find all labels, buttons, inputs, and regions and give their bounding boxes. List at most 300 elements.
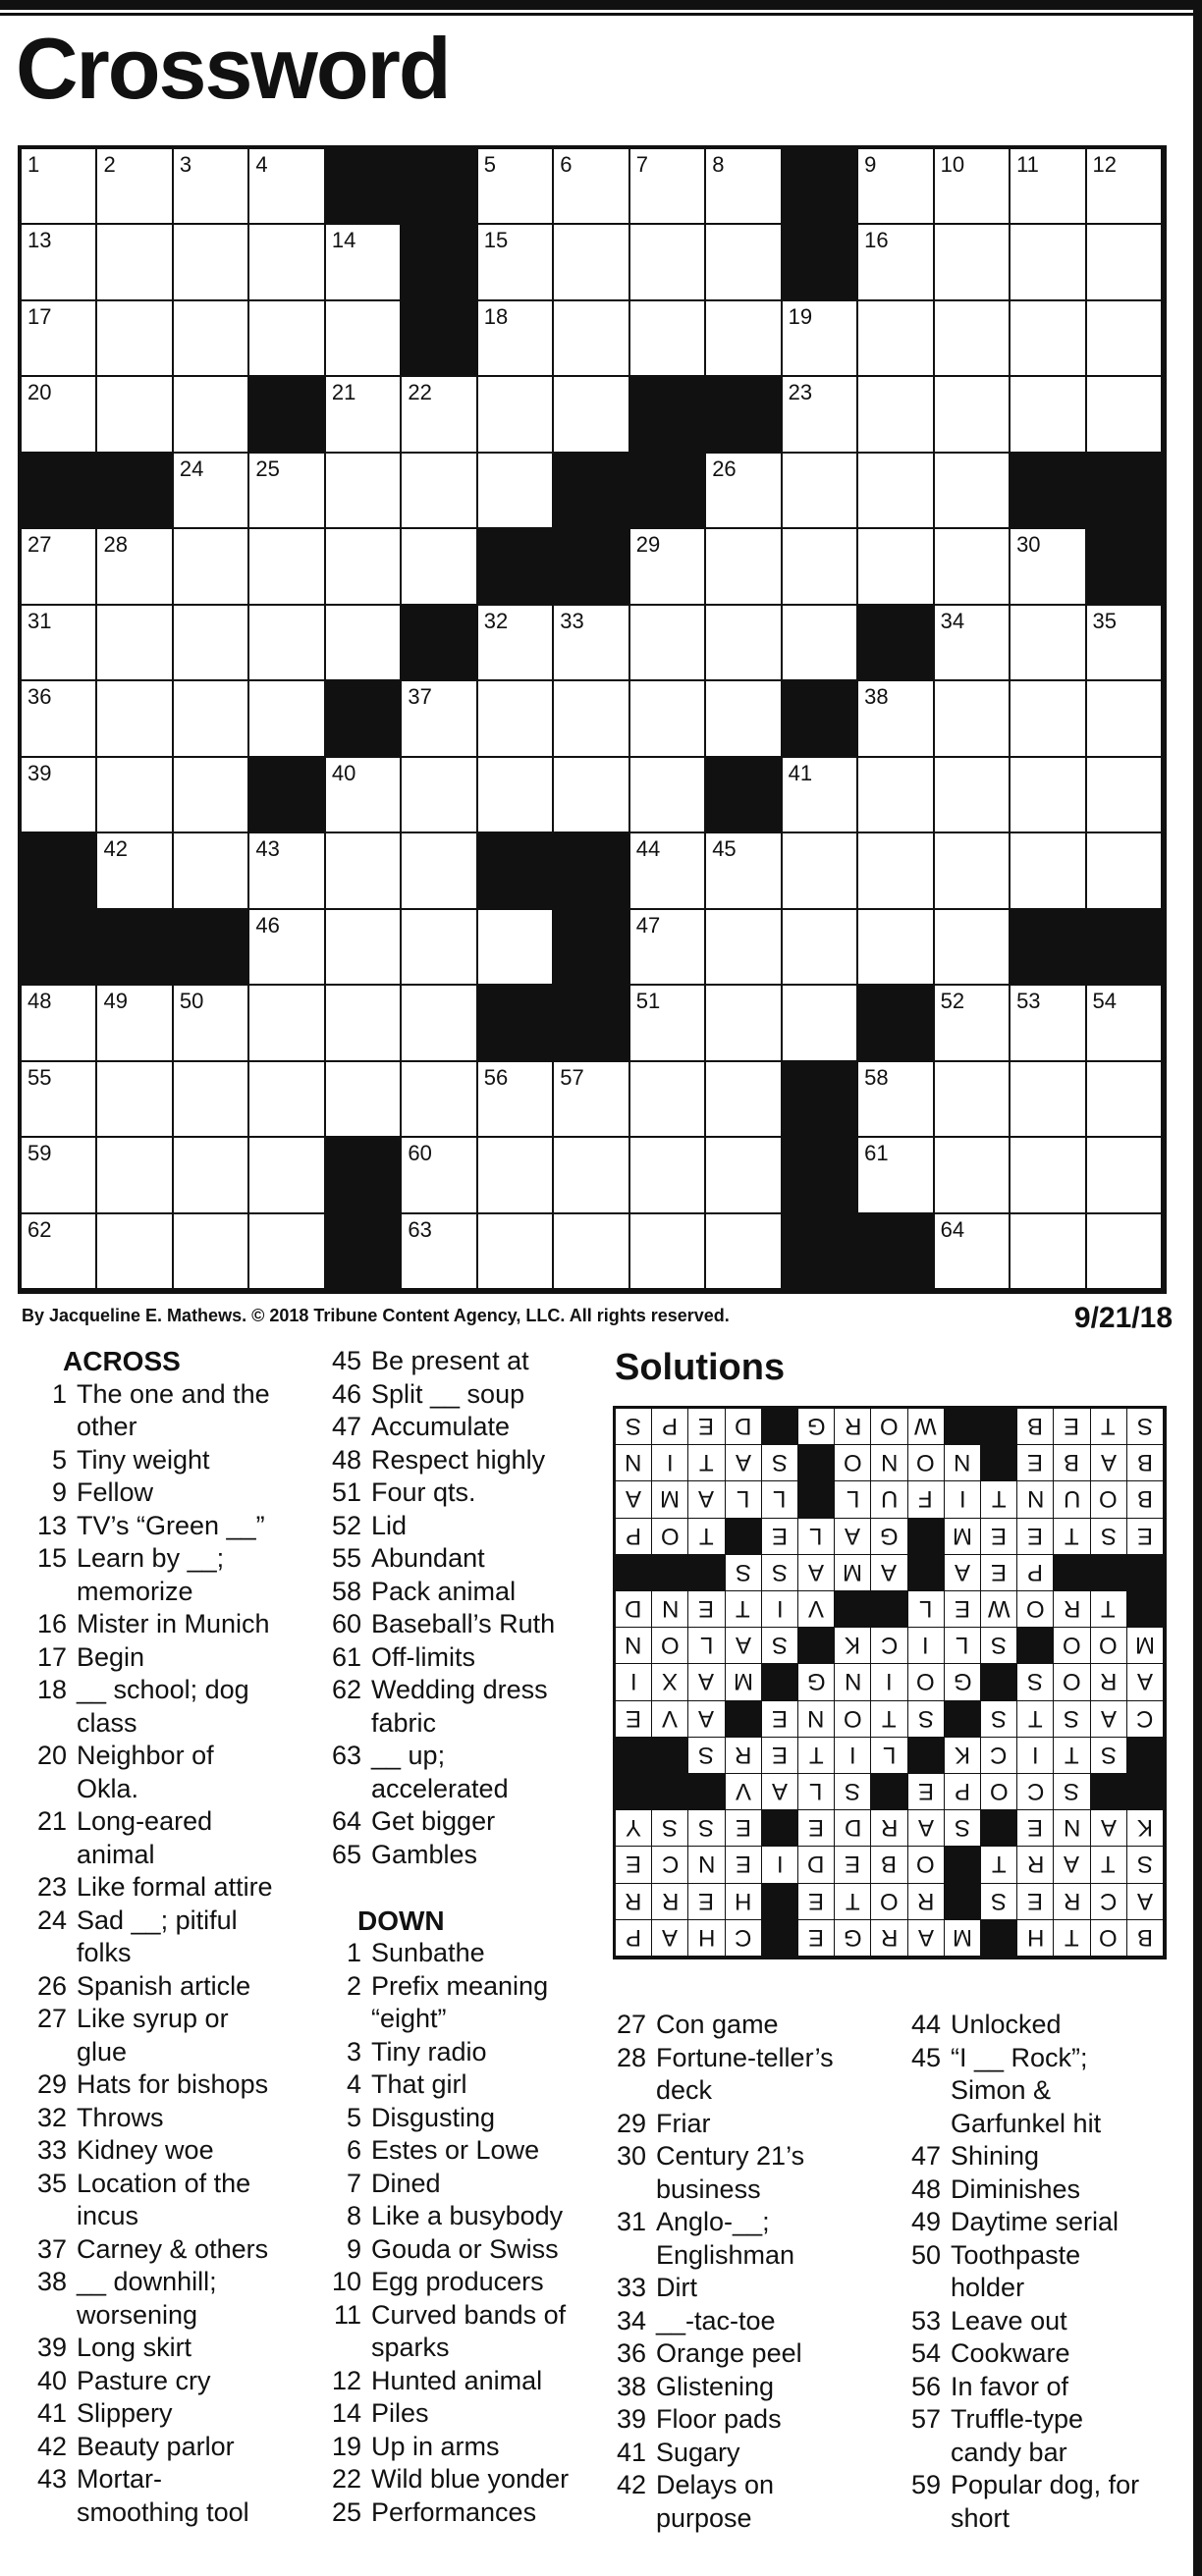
grid-cell[interactable] [783,606,858,681]
grid-cell[interactable] [935,681,1011,757]
grid-cell[interactable] [402,833,477,909]
grid-cell[interactable] [97,377,173,453]
grid-cell[interactable] [478,606,554,681]
clue-text: accelerated [371,1773,509,1803]
grid-cell[interactable] [97,833,173,909]
grid-cell[interactable] [630,225,706,300]
clue-text: Sugary [656,2437,740,2467]
grid-cell[interactable] [858,1138,934,1213]
solution-letter: U [880,1485,899,1513]
clue-number: 55 [331,1543,361,1573]
clue-number [14,1576,77,1609]
grid-cell[interactable] [706,225,782,300]
grid-cell[interactable] [174,225,249,300]
grid-cell[interactable] [783,910,858,986]
grid-cell[interactable] [706,910,782,986]
clue-text: Egg producers [371,2267,544,2296]
grid-cell[interactable] [1087,149,1163,225]
grid-cell[interactable] [630,910,706,986]
grid-cell[interactable] [97,1138,173,1213]
grid-cell[interactable] [1011,301,1086,377]
clue-text: sparks [371,2333,450,2362]
grid-cell[interactable] [478,149,554,225]
grid-cell[interactable] [326,454,402,529]
solution-cell [981,1481,1017,1518]
grid-cell[interactable] [554,606,629,681]
grid-cell[interactable] [783,758,858,833]
clue-line [593,2009,898,2042]
grid-cell[interactable] [554,1214,629,1290]
clue-line [593,2403,898,2437]
grid-cell[interactable] [1011,681,1086,757]
grid-cell[interactable] [249,1214,325,1290]
grid-cell[interactable] [402,529,477,605]
grid-cell[interactable] [858,1062,934,1138]
grid-cell[interactable] [326,301,402,377]
grid-cell[interactable] [402,1214,477,1290]
clue-line [14,1839,318,1872]
clue-line [888,2403,1192,2437]
solution-letter: O [660,1632,680,1659]
clue-column-2 [308,1345,613,2529]
grid-cell[interactable] [1011,1138,1086,1213]
grid-cell[interactable] [630,833,706,909]
page-title: Crossword [16,20,450,117]
grid-cell[interactable] [858,149,934,225]
clue-number: 38 [36,2267,67,2296]
clue-text: Respect highly [371,1444,546,1475]
solution-block [945,1409,981,1445]
grid-cell[interactable] [478,377,554,453]
grid-cell[interactable] [1087,1062,1163,1138]
solution-letter: O [916,1449,936,1476]
solution-cell [981,1519,1017,1555]
cell-number: 11 [1016,152,1039,177]
grid-cell[interactable] [97,606,173,681]
grid-cell[interactable] [783,377,858,453]
grid-cell[interactable] [706,301,782,377]
grid-cell[interactable] [858,529,934,605]
grid-cell[interactable] [554,1138,629,1213]
grid-cell[interactable] [478,910,554,986]
clue-text: Baseball’s Ruth [371,1609,556,1638]
grid-cell[interactable] [554,377,629,453]
solution-cell [835,1701,871,1738]
solution-block [871,1774,907,1810]
cell-number: 62 [27,1216,52,1242]
solution-block [616,1738,652,1774]
grid-cell[interactable] [935,1138,1011,1213]
grid-cell[interactable] [326,1062,402,1138]
solution-letter: A [698,1485,715,1513]
grid-cell[interactable] [1011,833,1086,909]
grid-cell[interactable] [174,454,249,529]
clue-line [593,2174,898,2207]
grid-cell[interactable] [478,681,554,757]
clue-number [593,2074,656,2108]
grid-cell[interactable] [174,377,249,453]
grid-cell[interactable] [326,910,402,986]
grid-cell[interactable] [706,454,782,529]
solution-cell [652,1481,688,1518]
clue-text: Abundant [371,1543,485,1573]
solution-cell [1017,1664,1054,1700]
grid-cell[interactable] [326,529,402,605]
solution-letter: I [1031,1741,1039,1768]
grid-cell[interactable] [249,986,325,1061]
grid-cell[interactable] [1011,225,1086,300]
grid-cell[interactable] [1087,1138,1163,1213]
solution-cell [1054,1481,1090,1518]
grid-cell[interactable] [326,833,402,909]
grid-cell[interactable] [935,454,1011,529]
solution-letter: T [1065,1522,1079,1549]
clue-text: Get bigger [371,1806,496,1836]
solution-letter: N [697,1851,716,1878]
cell-number: 3 [179,152,192,177]
grid-cell[interactable] [22,529,97,605]
solution-cell [726,1481,762,1518]
solution-letter: O [1063,1632,1081,1659]
grid-cell[interactable] [935,149,1011,225]
grid-cell[interactable] [402,377,477,453]
grid-cell[interactable] [22,377,97,453]
grid-cell[interactable] [1087,986,1163,1061]
grid-cell[interactable] [478,758,554,833]
grid-cell[interactable] [1087,758,1163,833]
grid-cell[interactable] [97,1214,173,1290]
grid-cell[interactable] [935,225,1011,300]
clue-text: Kidney woe [77,2135,214,2165]
grid-block [326,1138,402,1213]
grid-cell[interactable] [858,910,934,986]
cell-number: 22 [408,380,432,405]
solution-cell [762,1445,798,1481]
grid-cell[interactable] [706,1214,782,1290]
grid-block [554,454,629,529]
cell-number: 49 [103,989,128,1014]
clue-text: Leave out [951,2305,1067,2335]
grid-cell[interactable] [1011,377,1086,453]
solution-letter: V [662,1704,679,1732]
grid-cell[interactable] [935,377,1011,453]
solution-letter: L [773,1485,787,1513]
grid-cell[interactable] [783,301,858,377]
grid-cell[interactable] [249,529,325,605]
solution-cell [981,1884,1017,1920]
grid-cell[interactable] [858,833,934,909]
clue-text: Piles [371,2398,429,2428]
grid-cell[interactable] [249,301,325,377]
clue-number: 4 [346,2069,361,2099]
grid-cell[interactable] [478,301,554,377]
clue-text: __-tac-toe [656,2305,776,2335]
grid-cell[interactable] [1011,758,1086,833]
grid-cell[interactable] [174,529,249,605]
grid-cell[interactable] [97,986,173,1061]
clue-number: 29 [36,2069,67,2099]
clue-number: 48 [331,1444,361,1475]
cell-number: 55 [27,1064,52,1090]
grid-cell[interactable] [1087,1214,1163,1290]
solution-cell [798,1738,835,1774]
grid-cell[interactable] [706,529,782,605]
grid-cell[interactable] [630,301,706,377]
grid-cell[interactable] [935,910,1011,986]
grid-cell[interactable] [630,529,706,605]
clue-number: 48 [910,2174,941,2204]
grid-cell[interactable] [174,681,249,757]
grid-cell[interactable] [858,454,934,529]
solution-letter: F [918,1485,934,1513]
grid-cell[interactable] [630,1214,706,1290]
clue-line [888,2206,1192,2239]
grid-cell[interactable] [783,454,858,529]
solution-letter: O [660,1522,680,1549]
clue-number [308,1707,371,1741]
grid-cell[interactable] [935,758,1011,833]
solution-block [945,1884,981,1920]
grid-cell[interactable] [249,1138,325,1213]
grid-cell[interactable] [858,377,934,453]
grid-cell[interactable] [402,986,477,1061]
grid-cell[interactable] [478,1214,554,1290]
grid-cell[interactable] [1011,149,1086,225]
grid-block [1011,454,1086,529]
grid-cell[interactable] [22,1138,97,1213]
clue-text: Long-eared [77,1806,213,1836]
grid-cell[interactable] [1087,377,1163,453]
grid-cell[interactable] [97,1062,173,1138]
grid-cell[interactable] [97,529,173,605]
grid-cell[interactable] [97,301,173,377]
solution-cell [981,1847,1017,1883]
grid-cell[interactable] [1087,606,1163,681]
grid-cell[interactable] [402,454,477,529]
grid-cell[interactable] [402,1062,477,1138]
grid-cell[interactable] [783,833,858,909]
grid-cell[interactable] [402,681,477,757]
cell-number: 12 [1092,152,1118,177]
clue-line [888,2108,1192,2141]
solution-block [908,1519,945,1555]
solution-letter: P [954,1778,970,1804]
grid-cell[interactable] [97,149,173,225]
grid-cell[interactable] [478,454,554,529]
grid-cell[interactable] [326,606,402,681]
grid-cell[interactable] [478,225,554,300]
grid-cell[interactable] [706,1138,782,1213]
cell-number: 58 [864,1064,889,1090]
clue-number [14,2299,77,2333]
cell-number: 50 [179,989,204,1014]
clue-number: 57 [910,2404,941,2434]
clue-line [308,1937,613,1970]
grid-cell[interactable] [249,225,325,300]
grid-cell[interactable] [1011,1214,1086,1290]
grid-cell[interactable] [22,149,97,225]
solution-letter: I [776,1595,784,1622]
solution-letter: S [991,1632,1008,1659]
grid-cell[interactable] [22,986,97,1061]
grid-cell[interactable] [858,225,934,300]
grid-cell[interactable] [22,1062,97,1138]
grid-cell[interactable] [783,986,858,1061]
solution-letter: D [625,1595,642,1622]
grid-cell[interactable] [1087,301,1163,377]
clue-number [888,2437,951,2470]
grid-cell[interactable] [858,301,934,377]
grid-cell[interactable] [174,1138,249,1213]
grid-cell[interactable] [935,833,1011,909]
grid-cell[interactable] [630,758,706,833]
clue-number: 49 [910,2207,941,2236]
grid-cell[interactable] [630,681,706,757]
grid-cell[interactable] [249,681,325,757]
clue-text: Carney & others [77,2233,269,2264]
solution-letter: D [807,1851,825,1878]
grid-cell[interactable] [706,681,782,757]
grid-cell[interactable] [402,910,477,986]
grid-block [97,454,173,529]
grid-cell[interactable] [935,529,1011,605]
grid-cell[interactable] [783,529,858,605]
grid-cell[interactable] [249,606,325,681]
clue-number: 45 [331,1346,361,1375]
grid-cell[interactable] [935,986,1011,1061]
clue-line [593,2272,898,2305]
grid-cell[interactable] [249,1062,325,1138]
grid-cell[interactable] [858,758,934,833]
clue-text: Mister in Munich [77,1609,270,1638]
solution-cell [1017,1810,1054,1847]
solution-letter: E [771,1704,788,1732]
grid-cell[interactable] [935,1214,1011,1290]
grid-cell[interactable] [174,301,249,377]
grid-cell[interactable] [174,758,249,833]
grid-cell[interactable] [706,833,782,909]
grid-cell[interactable] [22,758,97,833]
solution-cell [981,1591,1017,1628]
grid-cell[interactable] [174,833,249,909]
solution-cell [908,1774,945,1810]
solution-cell [688,1847,725,1883]
solution-letter: B [1136,1449,1153,1476]
grid-cell[interactable] [478,1062,554,1138]
grid-cell[interactable] [935,606,1011,681]
grid-cell[interactable] [249,910,325,986]
grid-cell[interactable] [174,606,249,681]
grid-cell[interactable] [174,1214,249,1290]
grid-cell[interactable] [630,1138,706,1213]
solution-cell [652,1920,688,1957]
grid-cell[interactable] [402,1138,477,1213]
clue-line [14,1740,318,1773]
grid-cell[interactable] [22,1214,97,1290]
grid-cell[interactable] [174,986,249,1061]
grid-cell[interactable] [706,606,782,681]
solution-block [726,1701,762,1738]
grid-cell[interactable] [97,758,173,833]
grid-cell[interactable] [554,758,629,833]
grid-cell[interactable] [326,986,402,1061]
solution-letter: R [1100,1668,1118,1695]
grid-cell[interactable] [326,225,402,300]
grid-cell[interactable] [22,301,97,377]
clue-number: 50 [910,2239,941,2270]
grid-cell[interactable] [22,225,97,300]
grid-cell[interactable] [630,1062,706,1138]
clue-text: worsening [77,2299,198,2330]
solution-cell [762,1774,798,1810]
grid-cell[interactable] [1011,529,1086,605]
grid-cell[interactable] [1011,986,1086,1061]
solution-cell [835,1774,871,1810]
grid-cell[interactable] [630,606,706,681]
solution-cell [1091,1810,1127,1847]
grid-cell[interactable] [935,1062,1011,1138]
grid-cell[interactable] [554,225,629,300]
grid-cell[interactable] [630,986,706,1061]
grid-cell[interactable] [249,833,325,909]
grid-cell[interactable] [706,986,782,1061]
solution-letter: N [1063,1814,1081,1842]
grid-cell[interactable] [1087,681,1163,757]
grid-cell[interactable] [858,681,934,757]
grid-cell[interactable] [554,301,629,377]
grid-cell[interactable] [97,681,173,757]
grid-cell[interactable] [1087,833,1163,909]
grid-cell[interactable] [249,454,325,529]
clue-text: Popular dog, for [951,2470,1140,2499]
clue-text: Wild blue yonder [371,2464,570,2494]
grid-cell[interactable] [174,149,249,225]
grid-cell[interactable] [1011,606,1086,681]
grid-cell[interactable] [1087,225,1163,300]
grid-cell[interactable] [22,606,97,681]
solution-cell [1091,1628,1127,1664]
grid-cell[interactable] [554,149,629,225]
solution-letter: R [625,1887,642,1914]
solution-letter: R [917,1887,935,1914]
grid-cell[interactable] [706,1062,782,1138]
grid-cell[interactable] [554,1062,629,1138]
clue-text: Prefix meaning [371,1970,549,2001]
grid-cell[interactable] [706,149,782,225]
grid-cell[interactable] [326,758,402,833]
grid-cell[interactable] [174,1062,249,1138]
solution-letter: P [662,1413,679,1439]
clue-number: 33 [36,2135,67,2165]
grid-cell[interactable] [935,301,1011,377]
grid-cell[interactable] [249,149,325,225]
solution-cell [1127,1445,1164,1481]
grid-cell[interactable] [478,1138,554,1213]
grid-cell[interactable] [326,377,402,453]
grid-cell[interactable] [22,681,97,757]
clue-line [14,2463,318,2496]
grid-cell[interactable] [554,681,629,757]
clue-text: incus [77,2201,139,2230]
solution-cell [1017,1481,1054,1518]
grid-cell[interactable] [630,149,706,225]
solution-cell [1091,1701,1127,1738]
grid-cell[interactable] [402,758,477,833]
clue-line [308,2200,613,2233]
grid-cell[interactable] [1011,1062,1086,1138]
solution-cell [1017,1920,1054,1957]
grid-cell[interactable] [97,225,173,300]
